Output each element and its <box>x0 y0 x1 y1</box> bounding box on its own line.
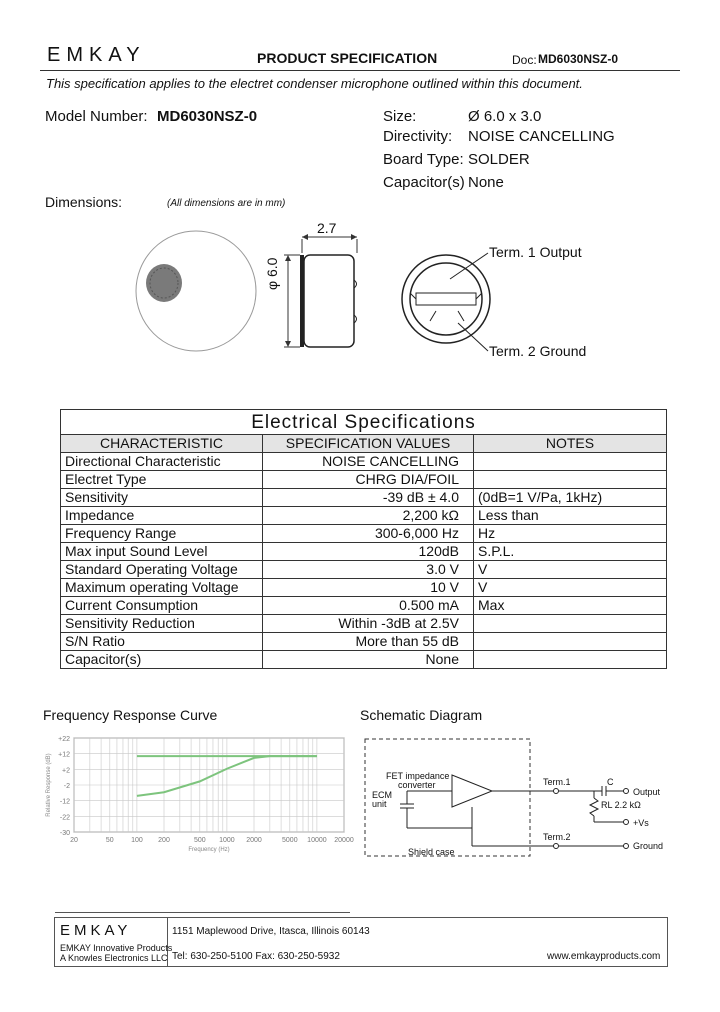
table-row <box>61 525 667 543</box>
prop-value: Ø 6.0 x 3.0 <box>468 108 542 125</box>
spec-value-cell: 0.500 mA <box>263 597 474 615</box>
notes-cell: Max <box>474 597 667 615</box>
characteristic-cell: Directional Characteristic <box>61 453 263 471</box>
table-header: NOTES <box>474 435 667 453</box>
x-tick-label: 10000 <box>307 837 327 844</box>
footer-company-sub: A Knowles Electronics LLC <box>60 953 168 963</box>
prop-label: Board Type: <box>383 151 464 168</box>
table-row <box>61 489 667 507</box>
footer-phone: Tel: 630-250-5100 Fax: 630-250-5932 <box>172 951 340 962</box>
x-tick-label: 50 <box>105 837 114 844</box>
mic-front-view <box>136 231 256 351</box>
ground-label: Ground <box>633 841 664 851</box>
table-caption: Electrical Specifications <box>61 410 667 435</box>
spec-value-cell: 300-6,000 Hz <box>263 525 474 543</box>
spec-value-cell: More than 55 dB <box>263 633 474 651</box>
spec-value-cell: NOISE CANCELLING <box>263 453 474 471</box>
dim-diameter: φ 6.0 <box>264 257 280 290</box>
prop-label: Capacitor(s) <box>383 174 465 191</box>
notes-cell <box>474 453 667 471</box>
x-tick-label: 20000 <box>334 837 354 844</box>
table-row <box>61 543 667 561</box>
intro-text: This specification applies to the electret condenser microphone outlined within this document. <box>46 76 583 91</box>
dimensions-note: (All dimensions are in mm) <box>167 198 286 209</box>
y-tick-label: -12 <box>59 798 70 806</box>
notes-cell: Less than <box>474 507 667 525</box>
notes-cell: Hz <box>474 525 667 543</box>
x-tick-label: 1000 <box>219 837 235 844</box>
footer-address: 1151 Maplewood Drive, Itasca, Illinois 60143 <box>172 926 370 937</box>
x-tick-label: 5000 <box>282 837 298 844</box>
footer-website[interactable]: www.emkayproducts.com <box>547 951 661 962</box>
footer-company: EMKAY Innovative Products <box>60 943 173 953</box>
fet-label: FET impedance <box>386 771 450 781</box>
x-tick-label: 100 <box>131 837 143 844</box>
notes-cell <box>474 633 667 651</box>
term2-label: Term. 2 Ground <box>489 343 587 359</box>
notes-cell: (0dB=1 V/Pa, 1kHz) <box>474 489 667 507</box>
x-tick-label: 200 <box>158 837 170 844</box>
spec-value-cell: -39 dB ± 4.0 <box>263 489 474 507</box>
brand-logo: EMKAY <box>47 44 146 66</box>
term2-sch: Term.2 <box>543 832 571 842</box>
prop-value: None <box>468 174 504 191</box>
y-tick-label: +22 <box>58 736 70 743</box>
prop-label: Directivity: <box>383 128 453 145</box>
table-row <box>61 651 667 669</box>
doc-label: Doc: <box>512 53 537 67</box>
model-value: MD6030NSZ-0 <box>157 108 258 125</box>
y-tick-label: -30 <box>59 830 70 837</box>
doc-number: MD6030NSZ-0 <box>538 52 619 66</box>
dim-width: 2.7 <box>317 220 337 236</box>
characteristic-cell: Maximum operating Voltage <box>61 579 263 597</box>
spec-value-cell: Within -3dB at 2.5V <box>263 615 474 633</box>
characteristic-cell: Impedance <box>61 507 263 525</box>
table-row <box>61 471 667 489</box>
schematic-title: Schematic Diagram <box>360 707 483 723</box>
prop-value: SOLDER <box>468 151 530 168</box>
spec-value-cell: 10 V <box>263 579 474 597</box>
table-row <box>61 561 667 579</box>
rl-label: RL 2.2 kΩ <box>601 800 641 810</box>
table-row <box>61 597 667 615</box>
vs-label: +Vs <box>633 818 649 828</box>
characteristic-cell: Capacitor(s) <box>61 651 263 669</box>
mic-back-view <box>402 253 490 351</box>
cap-label: C <box>607 777 614 787</box>
electrical-spec-table <box>60 409 667 669</box>
shield-label: Shield case <box>408 847 455 857</box>
y-tick-label: -2 <box>63 783 70 790</box>
term1-sch: Term.1 <box>543 777 571 787</box>
ecm-label: unit <box>372 799 387 809</box>
characteristic-cell: Sensitivity Reduction <box>61 615 263 633</box>
model-label: Model Number: <box>45 108 148 125</box>
characteristic-cell: S/N Ratio <box>61 633 263 651</box>
prop-label: Size: <box>383 108 417 125</box>
notes-cell <box>474 651 667 669</box>
fet-label: converter <box>398 780 436 790</box>
spec-value-cell: CHRG DIA/FOIL <box>263 471 474 489</box>
table-row <box>61 453 667 471</box>
characteristic-cell: Sensitivity <box>61 489 263 507</box>
ecm-label: ECM <box>372 790 392 800</box>
x-tick-label: 500 <box>193 837 206 844</box>
table-header: CHARACTERISTIC <box>61 435 263 453</box>
characteristic-cell: Standard Operating Voltage <box>61 561 263 579</box>
y-tick-label: -22 <box>59 814 70 822</box>
table-row <box>61 507 667 525</box>
table-row <box>61 633 667 651</box>
spec-value-cell: 3.0 V <box>263 561 474 579</box>
characteristic-cell: Max input Sound Level <box>61 543 263 561</box>
footer-brand: EMKAY <box>60 922 132 939</box>
characteristic-cell: Frequency Range <box>61 525 263 543</box>
table-row <box>61 579 667 597</box>
freq-chart-title: Frequency Response Curve <box>43 707 218 723</box>
page-title: PRODUCT SPECIFICATION <box>257 50 438 66</box>
header-divider <box>40 70 680 71</box>
x-tick-label: 20 <box>70 837 78 844</box>
table-row <box>61 615 667 633</box>
notes-cell: V <box>474 561 667 579</box>
y-tick-label: +12 <box>58 751 70 759</box>
characteristic-cell: Electret Type <box>61 471 263 489</box>
frequency-response-chart <box>40 730 354 860</box>
notes-cell: S.P.L. <box>474 543 667 561</box>
notes-cell <box>474 615 667 633</box>
mic-side-view <box>284 234 357 347</box>
characteristic-cell: Current Consumption <box>61 597 263 615</box>
prop-value: NOISE CANCELLING <box>468 128 615 145</box>
table-header: SPECIFICATION VALUES <box>263 435 474 453</box>
term1-label: Term. 1 Output <box>489 244 582 260</box>
spec-value-cell: 120dB <box>263 543 474 561</box>
y-tick-label: +2 <box>62 767 70 775</box>
x-tick-label: 2000 <box>246 837 262 844</box>
notes-cell <box>474 471 667 489</box>
spec-value-cell: 2,200 kΩ <box>263 507 474 525</box>
output-label: Output <box>633 787 661 797</box>
footer-divider <box>55 912 350 913</box>
y-axis-label: Relative Response (dB) <box>46 753 52 817</box>
notes-cell: V <box>474 579 667 597</box>
x-axis-label: Frequency (Hz) <box>188 847 230 853</box>
dimensions-label: Dimensions: <box>45 194 123 210</box>
spec-value-cell: None <box>263 651 474 669</box>
table-body <box>61 453 667 669</box>
